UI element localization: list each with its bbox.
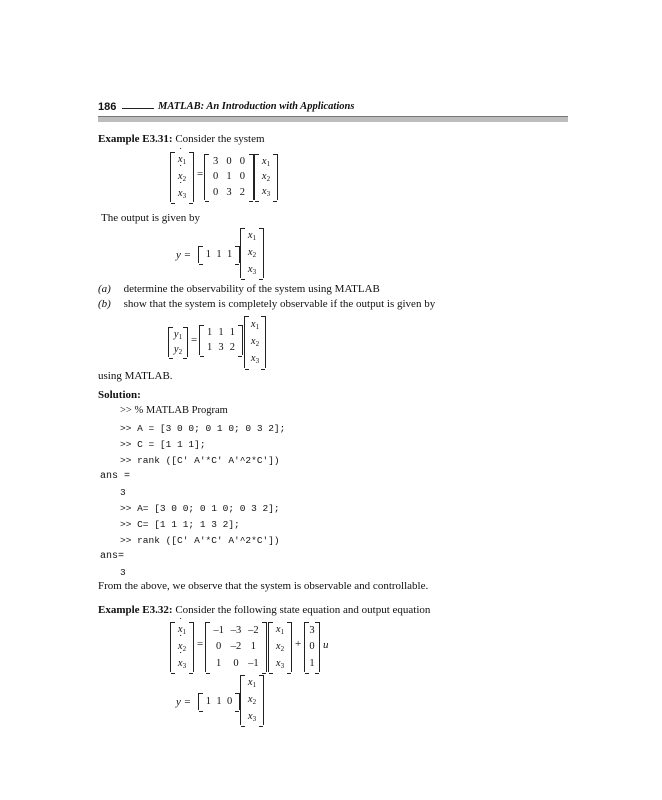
item-b	[98, 298, 435, 310]
a2-cell-2-0: 1	[216, 658, 222, 670]
x2-out3: $x_2$	[247, 693, 257, 706]
code-line-7: >> rank ([C' A'*C' A'^2*C'])	[120, 535, 280, 546]
c2-cell-1-1: 3	[218, 342, 224, 353]
C-row-2	[198, 693, 240, 710]
a2-cell-2-2: –1	[248, 658, 259, 670]
running-header	[98, 101, 568, 115]
xdot-vector	[170, 152, 194, 202]
a1-cell-2-1: 3	[226, 186, 232, 198]
code-line-2: >> A = [3 0 0; 0 1 0; 0 3 2];	[120, 423, 286, 434]
using-text: using MATLAB.	[98, 370, 173, 382]
x1: $x_1$	[261, 155, 271, 168]
c1-cell-0-0: 1	[205, 249, 211, 260]
x1-2: $x_1$	[275, 624, 285, 637]
b2-cell-2-0: 1	[309, 658, 315, 670]
a2-cell-1-1: –2	[230, 641, 242, 653]
xdot1: ˙ $x_1$	[178, 154, 186, 166]
A-matrix	[204, 154, 254, 200]
xdot2: ˙ $x_2$	[178, 171, 186, 183]
code-line-3: >> C = [1 1 1];	[120, 439, 206, 450]
c2-cell-0-0: 1	[207, 327, 213, 338]
x2-2: $x_2$	[275, 640, 285, 653]
code-line-5: >> A= [3 0 0; 0 1 0; 0 3 2];	[120, 503, 280, 514]
y-label-2: y =	[176, 696, 192, 708]
b2-cell-0-0: 3	[309, 624, 315, 636]
example-e331-heading: Example E3.31:	[98, 133, 173, 145]
a1-cell-1-2: 0	[239, 171, 245, 183]
c3-cell-0-0: 1	[205, 696, 211, 707]
y2: $y_2$	[173, 343, 183, 356]
ans2-value: 3	[120, 567, 126, 578]
x3-out2: $x_3$	[250, 353, 260, 366]
xdot2-2: ˙ $x_2$	[178, 641, 186, 653]
x3: $x_3$	[261, 186, 271, 199]
c2-cell-0-2: 1	[229, 327, 235, 338]
a1-cell-0-2: 0	[239, 156, 245, 168]
x-vector-output-3	[240, 675, 264, 725]
x1-out2: $x_1$	[250, 318, 260, 331]
c3-cell-0-1: 1	[216, 696, 222, 707]
item-a	[98, 283, 380, 295]
ans1-label: ans =	[100, 471, 131, 482]
xdot3-2: ˙ $x_3$	[178, 658, 186, 670]
example-e331-line	[98, 133, 265, 145]
a1-cell-0-1: 0	[226, 156, 232, 168]
A-matrix-2	[205, 622, 267, 672]
x1-out3: $x_1$	[247, 677, 257, 690]
C2-matrix	[199, 325, 243, 355]
output-text: The output is given by	[101, 212, 200, 224]
y-vector	[168, 327, 188, 357]
u-input: u	[323, 639, 329, 651]
a2-cell-0-0: –1	[213, 624, 224, 636]
x3-out3: $x_3$	[247, 710, 257, 723]
x-vector	[254, 154, 278, 200]
example-e332-line	[98, 604, 430, 616]
y-label: y =	[176, 249, 192, 261]
plus-sign: +	[295, 638, 302, 650]
xdot3: ˙ $x_3$	[178, 188, 186, 200]
x-vector-output-2	[244, 316, 266, 368]
equals-sign-2: =	[191, 334, 198, 346]
x2-out2: $x_2$	[250, 335, 260, 348]
a2-cell-0-2: –2	[248, 624, 259, 636]
a2-cell-1-0: 0	[216, 641, 222, 653]
xdot1-2: ˙ $x_1$	[178, 624, 186, 636]
c2-cell-1-0: 1	[207, 342, 213, 353]
ans1-value: 3	[120, 487, 126, 498]
a1-cell-2-2: 2	[239, 186, 245, 198]
y1: $y_1$	[173, 328, 183, 341]
equals-sign: =	[197, 168, 204, 180]
conclusion-text: From the above, we observe that the system is observable and controllable.	[98, 580, 429, 592]
x-vector-output	[240, 228, 264, 278]
c1-cell-0-2: 1	[227, 249, 233, 260]
equals-sign-3: =	[197, 638, 204, 650]
x3-out: $x_3$	[247, 263, 257, 276]
item-b-label: (b)	[98, 298, 111, 310]
a2-cell-1-2: 1	[250, 641, 256, 653]
page-number: 186	[98, 101, 117, 113]
c2-cell-0-1: 1	[218, 327, 224, 338]
code-line-4: >> rank ([C' A'*C' A'^2*C'])	[120, 455, 280, 466]
item-a-label: (a)	[98, 283, 111, 295]
header-rule	[98, 116, 568, 122]
C-row	[198, 246, 240, 263]
example-e332-heading: Example E3.32:	[98, 604, 173, 616]
c1-cell-0-1: 1	[216, 249, 222, 260]
example-e332-intro: Consider the following state equation and output equation	[175, 604, 431, 616]
item-a-text: determine the observability of the system using MATLAB	[123, 283, 380, 295]
c2-cell-1-2: 2	[229, 342, 235, 353]
solution-label: Solution:	[98, 389, 141, 401]
a1-cell-2-0: 0	[213, 186, 219, 198]
running-title: MATLAB: An Introduction with Applications	[158, 101, 355, 112]
B-vector	[304, 622, 320, 672]
x-vector-2	[268, 622, 292, 672]
xdot-vector-2	[170, 622, 194, 672]
b2-cell-1-0: 0	[309, 641, 315, 653]
x3-2: $x_3$	[275, 657, 285, 670]
c3-cell-0-2: 0	[227, 696, 233, 707]
item-b-text: show that the system is completely observable if the output is given by	[123, 298, 436, 310]
x2: $x_2$	[261, 170, 271, 183]
a1-cell-1-1: 1	[226, 171, 232, 183]
x2-out: $x_2$	[247, 246, 257, 259]
a1-cell-1-0: 0	[213, 171, 219, 183]
header-dash	[122, 108, 154, 109]
ans2-label: ans=	[100, 551, 125, 562]
code-line-6: >> C= [1 1 1; 1 3 2];	[120, 519, 240, 530]
code-line-1: >> % MATLAB Program	[120, 405, 228, 416]
a2-cell-0-1: –3	[230, 624, 242, 636]
x1-out: $x_1$	[247, 230, 257, 243]
example-e331-intro: Consider the system	[175, 133, 265, 145]
a2-cell-2-1: 0	[233, 658, 239, 670]
a1-cell-0-0: 3	[213, 156, 219, 168]
